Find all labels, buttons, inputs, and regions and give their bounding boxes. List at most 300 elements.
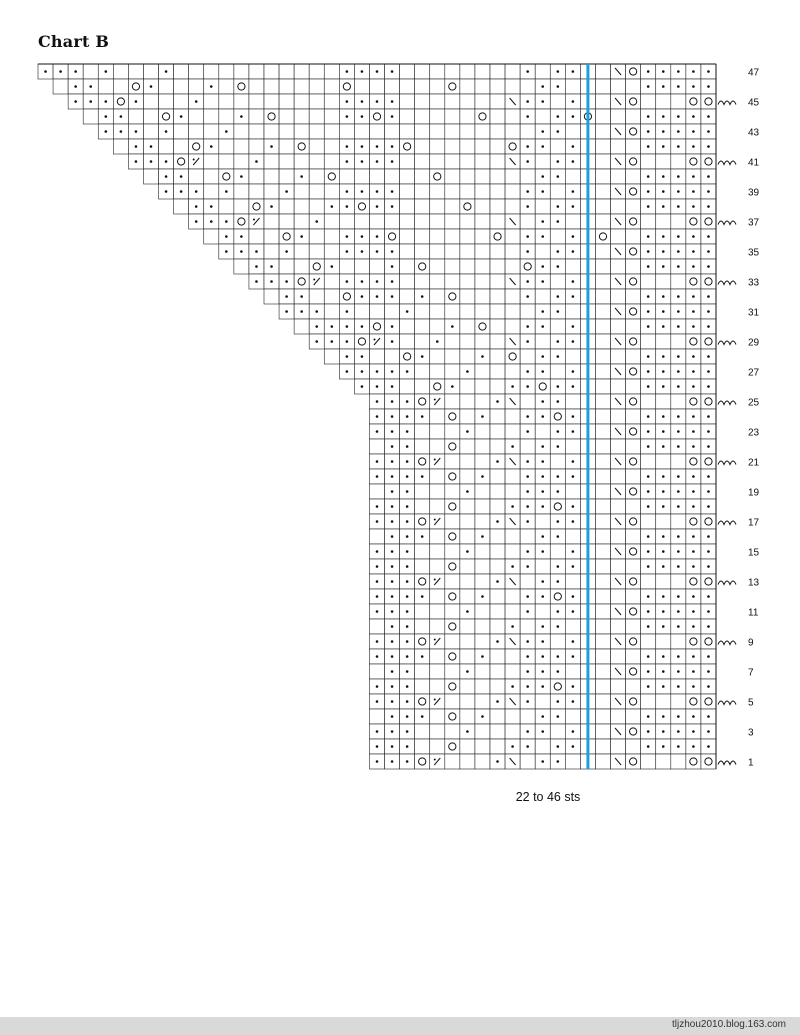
- purl-dot: [692, 370, 695, 373]
- purl-dot: [451, 325, 454, 328]
- purl-dot: [374, 339, 376, 341]
- grid-cell: [430, 79, 445, 94]
- purl-dot: [662, 565, 665, 568]
- purl-dot: [662, 190, 665, 193]
- grid-cell: [490, 619, 505, 634]
- grid-cell: [626, 589, 641, 604]
- purl-dot: [572, 685, 575, 688]
- purl-dot: [376, 655, 379, 658]
- grid-cell: [490, 79, 505, 94]
- purl-dot: [557, 130, 560, 133]
- grid-cell: [415, 154, 430, 169]
- grid-cell: [369, 109, 384, 124]
- grid-cell: [686, 634, 701, 649]
- grid-cell: [505, 469, 520, 484]
- grid-cell: [83, 109, 98, 124]
- grid-cell: [475, 124, 490, 139]
- grid-cell: [641, 454, 656, 469]
- purl-dot: [662, 310, 665, 313]
- purl-dot: [647, 190, 650, 193]
- grid-cell: [490, 439, 505, 454]
- grid-cell: [415, 634, 430, 649]
- purl-dot: [541, 685, 544, 688]
- grid-cell: [445, 289, 460, 304]
- grid-cell: [595, 679, 610, 694]
- purl-dot: [572, 190, 575, 193]
- grid-cell: [490, 709, 505, 724]
- grid-cell: [445, 739, 460, 754]
- purl-dot: [300, 175, 303, 178]
- purl-dot: [391, 640, 394, 643]
- grid-cell: [595, 349, 610, 364]
- grid-cell: [415, 244, 430, 259]
- grid-cell: [445, 409, 460, 424]
- purl-dot: [391, 550, 394, 553]
- purl-dot: [707, 115, 710, 118]
- grid-cell: [430, 259, 445, 274]
- purl-dot: [662, 535, 665, 538]
- grid-cell: [430, 484, 445, 499]
- purl-dot: [391, 415, 394, 418]
- purl-dot: [434, 519, 436, 521]
- grid-cell: [430, 94, 445, 109]
- purl-dot: [572, 745, 575, 748]
- purl-dot: [451, 385, 454, 388]
- purl-dot: [391, 445, 394, 448]
- grid-cell: [565, 439, 580, 454]
- grid-cell: [204, 229, 219, 244]
- grid-cell: [595, 184, 610, 199]
- grid-cell: [641, 634, 656, 649]
- purl-dot: [572, 100, 575, 103]
- purl-dot: [541, 85, 544, 88]
- grid-cell: [671, 334, 686, 349]
- grid-cell: [415, 304, 430, 319]
- purl-dot: [195, 190, 198, 193]
- grid-cell: [656, 694, 671, 709]
- purl-dot: [346, 355, 349, 358]
- grid-cell: [159, 109, 174, 124]
- purl-dot: [572, 730, 575, 733]
- grid-cell: [490, 649, 505, 664]
- purl-dot: [572, 295, 575, 298]
- grid-cell: [204, 109, 219, 124]
- purl-dot: [391, 280, 394, 283]
- grid-cell: [505, 229, 520, 244]
- grid-cell: [595, 154, 610, 169]
- purl-dot: [677, 295, 680, 298]
- row-label: 23: [748, 427, 760, 439]
- grid-cell: [550, 364, 565, 379]
- purl-dot: [346, 190, 349, 193]
- purl-dot: [315, 310, 318, 313]
- grid-cell: [505, 529, 520, 544]
- purl-dot: [647, 655, 650, 658]
- grid-cell: [324, 229, 339, 244]
- purl-dot: [647, 175, 650, 178]
- grid-cell: [475, 724, 490, 739]
- grid-cell: [189, 79, 204, 94]
- grid-cell: [595, 229, 610, 244]
- grid-cell: [626, 409, 641, 424]
- purl-dot: [647, 205, 650, 208]
- purl-dot: [572, 385, 575, 388]
- grid-cell: [294, 259, 309, 274]
- purl-dot: [210, 85, 213, 88]
- grid-cell: [324, 289, 339, 304]
- purl-dot: [253, 219, 255, 221]
- grid-cell: [475, 664, 490, 679]
- grid-cell: [400, 379, 415, 394]
- grid-cell: [641, 754, 656, 769]
- grid-cell: [490, 544, 505, 559]
- purl-dot: [541, 220, 544, 223]
- purl-dot: [647, 325, 650, 328]
- purl-dot: [376, 295, 379, 298]
- purl-dot: [376, 190, 379, 193]
- purl-dot: [346, 145, 349, 148]
- grid-cell: [415, 109, 430, 124]
- purl-dot: [541, 190, 544, 193]
- purl-dot: [526, 505, 529, 508]
- purl-dot: [677, 265, 680, 268]
- grid-cell: [595, 109, 610, 124]
- grid-cell: [445, 514, 460, 529]
- grid-cell: [279, 199, 294, 214]
- row-label: 3: [748, 727, 754, 739]
- grid-cell: [369, 79, 384, 94]
- purl-dot: [647, 565, 650, 568]
- grid-cell: [611, 469, 626, 484]
- grid-cell: [626, 469, 641, 484]
- grid-cell: [369, 304, 384, 319]
- grid-cell: [626, 649, 641, 664]
- purl-dot: [135, 130, 138, 133]
- grid-cell: [460, 394, 475, 409]
- purl-dot: [406, 535, 409, 538]
- grid-cell: [611, 289, 626, 304]
- purl-dot: [647, 145, 650, 148]
- purl-dot: [662, 505, 665, 508]
- purl-dot: [677, 85, 680, 88]
- grid-cell: [174, 139, 189, 154]
- grid-cell: [415, 229, 430, 244]
- purl-dot: [481, 715, 484, 718]
- grid-cell: [595, 619, 610, 634]
- grid-cell: [505, 304, 520, 319]
- purl-dot: [391, 670, 394, 673]
- grid-cell: [535, 199, 550, 214]
- grid-cell: [339, 289, 354, 304]
- grid-cell: [430, 649, 445, 664]
- grid-cell: [505, 664, 520, 679]
- grid-cell: [595, 169, 610, 184]
- grid-cell: [475, 214, 490, 229]
- purl-dot: [526, 595, 529, 598]
- grid-cell: [626, 334, 641, 349]
- grid-cell: [445, 349, 460, 364]
- grid-cell: [415, 139, 430, 154]
- purl-dot: [557, 160, 560, 163]
- grid-cell: [611, 139, 626, 154]
- grid-cell: [128, 109, 143, 124]
- grid-cell: [445, 619, 460, 634]
- grid-cell: [595, 574, 610, 589]
- grid-cell: [535, 154, 550, 169]
- grid-cell: [626, 739, 641, 754]
- grid-cell: [550, 319, 565, 334]
- purl-dot: [285, 295, 288, 298]
- purl-dot: [391, 655, 394, 658]
- purl-dot: [270, 265, 273, 268]
- grid-cell: [565, 484, 580, 499]
- purl-dot: [391, 505, 394, 508]
- purl-dot: [572, 430, 575, 433]
- purl-dot: [406, 745, 409, 748]
- grid-cell: [701, 634, 716, 649]
- purl-dot: [511, 505, 514, 508]
- grid-cell: [505, 724, 520, 739]
- row-label: 5: [748, 697, 754, 709]
- purl-dot: [692, 565, 695, 568]
- grid-cell: [430, 724, 445, 739]
- grid-cell: [385, 79, 400, 94]
- grid-cell: [415, 274, 430, 289]
- purl-dot: [707, 295, 710, 298]
- purl-dot: [707, 445, 710, 448]
- grid-cell: [369, 319, 384, 334]
- grid-cell: [204, 64, 219, 79]
- grid-cell: [415, 694, 430, 709]
- purl-dot: [707, 385, 710, 388]
- purl-dot: [541, 145, 544, 148]
- purl-dot: [391, 595, 394, 598]
- purl-dot: [361, 280, 364, 283]
- purl-dot: [677, 715, 680, 718]
- grid-cell: [686, 694, 701, 709]
- purl-dot: [361, 235, 364, 238]
- grid-cell: [264, 184, 279, 199]
- purl-dot: [391, 400, 394, 403]
- grid-cell: [595, 589, 610, 604]
- purl-dot: [376, 520, 379, 523]
- grid-cell: [611, 79, 626, 94]
- grid-cell: [445, 694, 460, 709]
- purl-dot: [346, 280, 349, 283]
- purl-dot: [391, 205, 394, 208]
- grid-cell: [505, 544, 520, 559]
- grid-cell: [324, 64, 339, 79]
- purl-dot: [526, 160, 529, 163]
- grid-cell: [595, 664, 610, 679]
- grid-cell: [234, 94, 249, 109]
- grid-cell: [460, 289, 475, 304]
- grid-cell: [565, 304, 580, 319]
- purl-dot: [692, 715, 695, 718]
- grid-cell: [234, 214, 249, 229]
- grid-cell: [385, 304, 400, 319]
- purl-dot: [707, 595, 710, 598]
- purl-dot: [165, 70, 168, 73]
- purl-dot: [662, 70, 665, 73]
- purl-dot: [647, 415, 650, 418]
- purl-dot: [421, 415, 424, 418]
- grid-cell: [475, 424, 490, 439]
- purl-dot: [662, 595, 665, 598]
- purl-dot: [662, 430, 665, 433]
- grid-cell: [460, 94, 475, 109]
- grid-cell: [626, 319, 641, 334]
- purl-dot: [557, 655, 560, 658]
- grid-cell: [309, 184, 324, 199]
- purl-dot: [376, 385, 379, 388]
- purl-dot: [496, 400, 499, 403]
- row-label: 7: [748, 667, 754, 679]
- grid-cell: [204, 184, 219, 199]
- grid-cell: [430, 739, 445, 754]
- grid-cell: [460, 574, 475, 589]
- grid-cell: [701, 94, 716, 109]
- grid-cell: [460, 409, 475, 424]
- grid-cell: [324, 184, 339, 199]
- grid-cell: [626, 499, 641, 514]
- purl-dot: [74, 100, 77, 103]
- grid-cell: [671, 154, 686, 169]
- grid-cell: [249, 109, 264, 124]
- grid-cell: [234, 154, 249, 169]
- grid-cell: [400, 214, 415, 229]
- grid-cell: [430, 169, 445, 184]
- grid-cell: [475, 499, 490, 514]
- grid-cell: [626, 544, 641, 559]
- grid-cell: [430, 244, 445, 259]
- grid-cell: [294, 214, 309, 229]
- purl-dot: [225, 190, 228, 193]
- purl-dot: [526, 700, 529, 703]
- grid-cell: [445, 439, 460, 454]
- purl-dot: [677, 535, 680, 538]
- purl-dot: [331, 205, 334, 208]
- grid-cell: [174, 94, 189, 109]
- grid-cell: [400, 109, 415, 124]
- grid-cell: [505, 409, 520, 424]
- grid-cell: [595, 394, 610, 409]
- grid-cell: [475, 454, 490, 469]
- wavy-row-marker: [718, 281, 736, 285]
- grid-cell: [279, 109, 294, 124]
- purl-dot: [391, 490, 394, 493]
- grid-cell: [445, 259, 460, 274]
- grid-cell: [535, 424, 550, 439]
- purl-dot: [557, 220, 560, 223]
- grid-cell: [400, 94, 415, 109]
- grid-cell: [400, 229, 415, 244]
- purl-dot: [391, 295, 394, 298]
- purl-dot: [225, 220, 228, 223]
- purl-dot: [406, 730, 409, 733]
- grid-cell: [460, 199, 475, 214]
- purl-dot: [406, 610, 409, 613]
- grid-cell: [415, 559, 430, 574]
- purl-dot: [572, 460, 575, 463]
- purl-dot: [662, 370, 665, 373]
- grid-cell: [490, 304, 505, 319]
- grid-cell: [415, 379, 430, 394]
- grid-cell: [611, 499, 626, 514]
- grid-cell: [445, 334, 460, 349]
- purl-dot: [572, 565, 575, 568]
- purl-dot: [406, 565, 409, 568]
- purl-dot: [677, 415, 680, 418]
- grid-cell: [309, 79, 324, 94]
- grid-cell: [460, 169, 475, 184]
- grid-cell: [445, 109, 460, 124]
- purl-dot: [677, 490, 680, 493]
- grid-cell: [520, 754, 535, 769]
- row-label: 11: [748, 607, 759, 619]
- purl-dot: [331, 340, 334, 343]
- grid-cell: [701, 514, 716, 529]
- purl-dot: [255, 280, 258, 283]
- purl-dot: [557, 70, 560, 73]
- purl-dot: [692, 730, 695, 733]
- purl-dot: [557, 400, 560, 403]
- grid-cell: [641, 274, 656, 289]
- grid-cell: [460, 514, 475, 529]
- purl-dot: [406, 370, 409, 373]
- purl-dot: [466, 730, 469, 733]
- purl-dot: [572, 610, 575, 613]
- grid-cell: [174, 64, 189, 79]
- purl-dot: [406, 475, 409, 478]
- grid-cell: [460, 589, 475, 604]
- purl-dot: [572, 145, 575, 148]
- purl-dot: [677, 505, 680, 508]
- purl-dot: [421, 655, 424, 658]
- grid-cell: [234, 259, 249, 274]
- purl-dot: [572, 595, 575, 598]
- purl-dot: [346, 340, 349, 343]
- grid-cell: [445, 139, 460, 154]
- grid-cell: [219, 139, 234, 154]
- grid-cell: [595, 469, 610, 484]
- grid-cell: [430, 214, 445, 229]
- grid-cell: [264, 109, 279, 124]
- grid-cell: [460, 454, 475, 469]
- grid-cell: [143, 64, 158, 79]
- purl-dot: [434, 639, 436, 641]
- grid-cell: [626, 154, 641, 169]
- purl-dot: [526, 235, 529, 238]
- grid-cell: [460, 319, 475, 334]
- row-label: 25: [748, 397, 760, 409]
- purl-dot: [376, 550, 379, 553]
- purl-dot: [285, 250, 288, 253]
- purl-dot: [481, 535, 484, 538]
- purl-dot: [526, 295, 529, 298]
- grid-cell: [445, 229, 460, 244]
- grid-cell: [249, 169, 264, 184]
- purl-dot: [677, 625, 680, 628]
- grid-cell: [445, 499, 460, 514]
- purl-dot: [406, 580, 409, 583]
- purl-dot: [526, 670, 529, 673]
- purl-dot: [692, 175, 695, 178]
- purl-dot: [557, 580, 560, 583]
- grid-cell: [415, 259, 430, 274]
- purl-dot: [557, 700, 560, 703]
- purl-dot: [406, 595, 409, 598]
